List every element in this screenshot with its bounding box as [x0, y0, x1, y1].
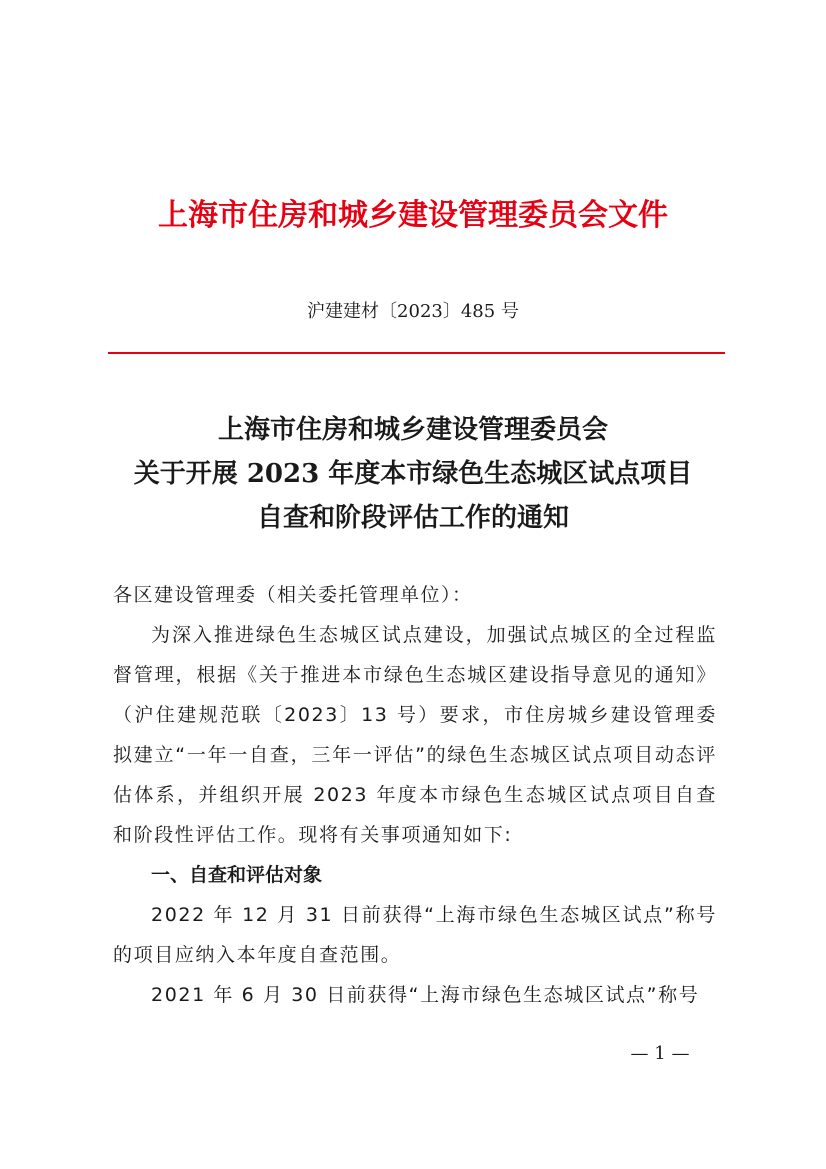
section-paragraph: 2022 年 12 月 31 日前获得“上海市绿色生态城区试点”称号的项目应纳入本年度自查范围。 [113, 904, 717, 966]
issuer-header-title: 上海市住房和城乡建设管理委员会文件 [158, 198, 668, 233]
salutation: 各区建设管理委（相关委托管理单位）： [113, 584, 473, 606]
red-divider-line [108, 352, 725, 354]
section-paragraph: 2021 年 6 月 30 日前获得“上海市绿色生态城区试点”称号 [151, 984, 700, 1006]
notice-title-line-1: 上海市住房和城乡建设管理委员会 [217, 415, 608, 445]
intro-paragraph: 为深入推进绿色生态城区试点建设，加强试点城区的全过程监督管理，根据《关于推进本市绿色生态城区建设指导意见的通知》（沪住建规范联〔2023〕13 号）要求，市住房城乡建设管理委拟建立“一年一自查，三年一评估”的绿色生态城区试点项目动态评估体系，并组织开展 2023 年度本市绿色生态城区试点项目自查和阶段性评估工作。现将有关事项通知如下: [113, 624, 717, 846]
notice-title [0, 408, 826, 540]
notice-title-line-2: 关于开展 2023 年度本市绿色生态城区试点项目 [133, 459, 693, 489]
notice-body [113, 575, 717, 1015]
notice-title-line-3: 自查和阶段评估工作的通知 [256, 503, 569, 533]
document-number: 沪建建材〔2023〕485 号 [307, 301, 519, 322]
page-number: — 1 — [630, 1043, 690, 1064]
section-heading: 一、自查和评估对象 [151, 864, 323, 886]
